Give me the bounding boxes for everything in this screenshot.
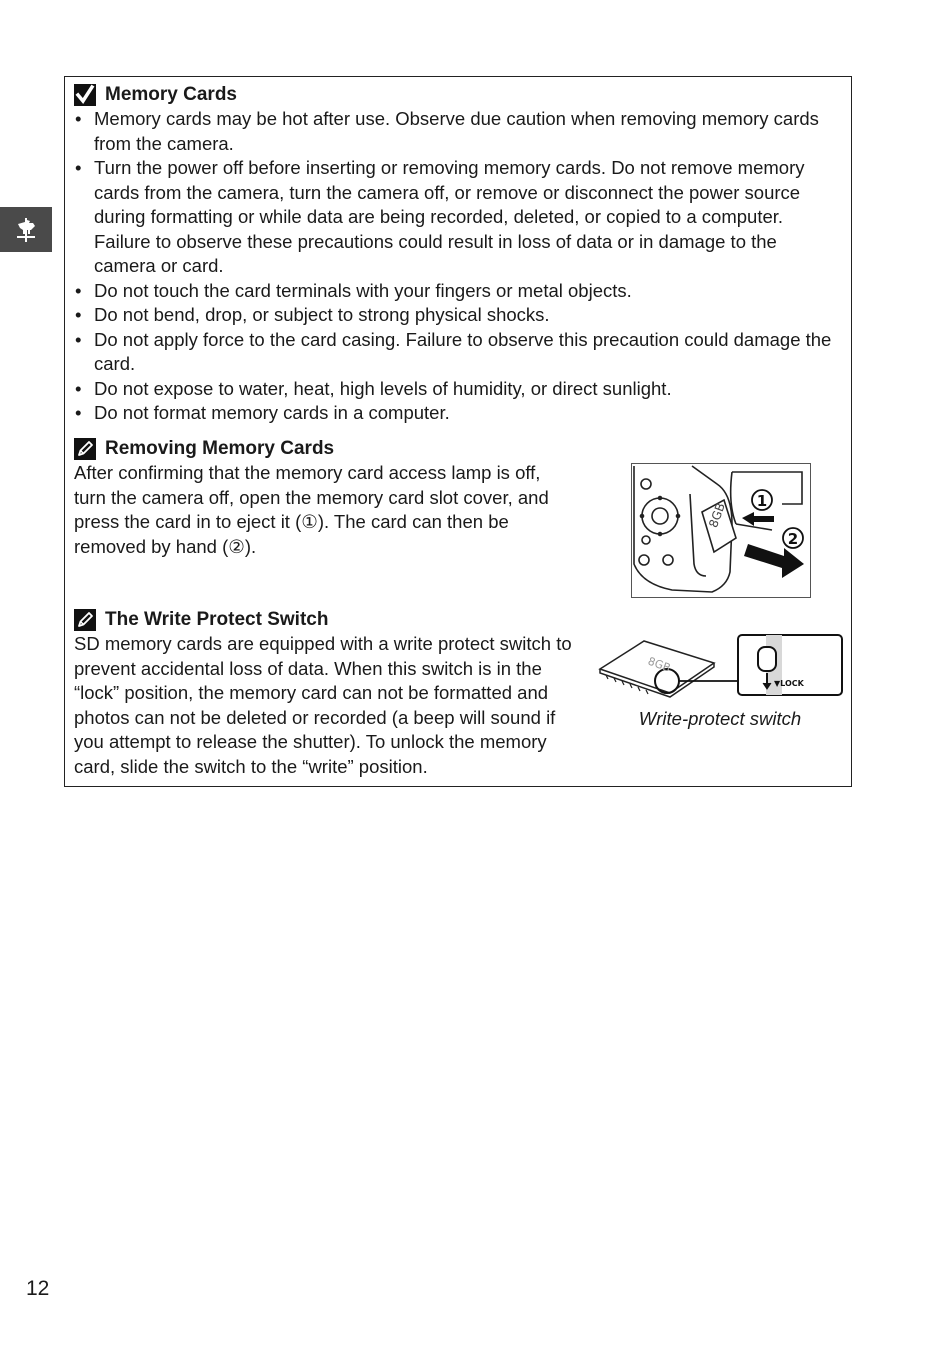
text-line: you attempt to release the shutter). To unlock the memory [74, 731, 547, 752]
write-protect-caption: Write-protect switch [638, 708, 802, 729]
text-line: “lock” position, the memory card can not be formatted and [74, 682, 549, 703]
callout-2-label: 2 [787, 530, 799, 548]
page-number: 12 [26, 1277, 50, 1300]
removing-text [74, 461, 594, 559]
write-protect-section [74, 608, 594, 779]
memory-cards-section [74, 83, 841, 426]
text-line: press the card in to eject it (①). The card can then be [74, 511, 509, 532]
notice-box [64, 76, 852, 787]
pencil-icon [74, 609, 96, 631]
list-item: • Do not apply force to the card casing. Failure to observe this precaution could damage the card. [74, 328, 841, 377]
list-item: • Do not format memory cards in a computer. [74, 401, 841, 426]
list-item: • Memory cards may be hot after use. Observe due caution when removing memory cards from the camera. [74, 107, 841, 156]
list-item: • Turn the power off before inserting or removing memory cards. Do not remove memory cards from the camera, turn the camera off, or remove or disconnect the power source during formatting or while data are being recorded, deleted, or copied to a computer. Failure to observe these precautions could result in loss of data or in damage to the camera or card. [74, 156, 841, 279]
pencil-icon [74, 438, 96, 460]
camera-slot-drawing [632, 464, 810, 597]
card-removal-illustration [631, 463, 811, 598]
lock-label: ▼LOCK [774, 679, 804, 688]
sd-card-drawing [596, 633, 846, 699]
memory-cards-heading [74, 83, 841, 107]
card-label: 8GB [706, 501, 728, 530]
text-line: After confirming that the memory card access lamp is off, [74, 462, 541, 483]
push-arrow [742, 512, 774, 526]
text-line: turn the camera off, open the memory card slot cover, and [74, 486, 549, 508]
text-line: removed by hand (②). [74, 535, 257, 557]
sd-card-label: 8GB [646, 654, 673, 675]
write-protect-text [74, 632, 594, 779]
weather-vane-icon [13, 216, 39, 244]
text-line: photos can not be deleted or recorded (a beep will sound if [74, 706, 556, 728]
text-line: prevent accidental loss of data. When this switch is in the [74, 657, 542, 679]
list-item: • Do not bend, drop, or subject to strong physical shocks. [74, 303, 841, 328]
list-item: • Do not touch the card terminals with your fingers or metal objects. [74, 279, 841, 304]
pull-arrow [744, 544, 804, 578]
write-protect-title: The Write Protect Switch [105, 609, 329, 630]
removing-heading [74, 437, 594, 461]
memory-cards-title: Memory Cards [105, 84, 237, 105]
memory-cards-list [74, 107, 841, 426]
chapter-tab [0, 207, 52, 252]
check-mark-icon [74, 84, 96, 106]
text-line: card, slide the switch to the “write” position. [74, 755, 428, 777]
list-item: • Do not expose to water, heat, high levels of humidity, or direct sunlight. [74, 377, 841, 402]
write-protect-heading [74, 608, 594, 632]
removing-section [74, 437, 594, 559]
text-line: SD memory cards are equipped with a write protect switch to [74, 633, 572, 654]
callout-1-label: 1 [756, 492, 768, 510]
removing-title: Removing Memory Cards [105, 438, 335, 459]
write-protect-illustration [596, 633, 846, 699]
